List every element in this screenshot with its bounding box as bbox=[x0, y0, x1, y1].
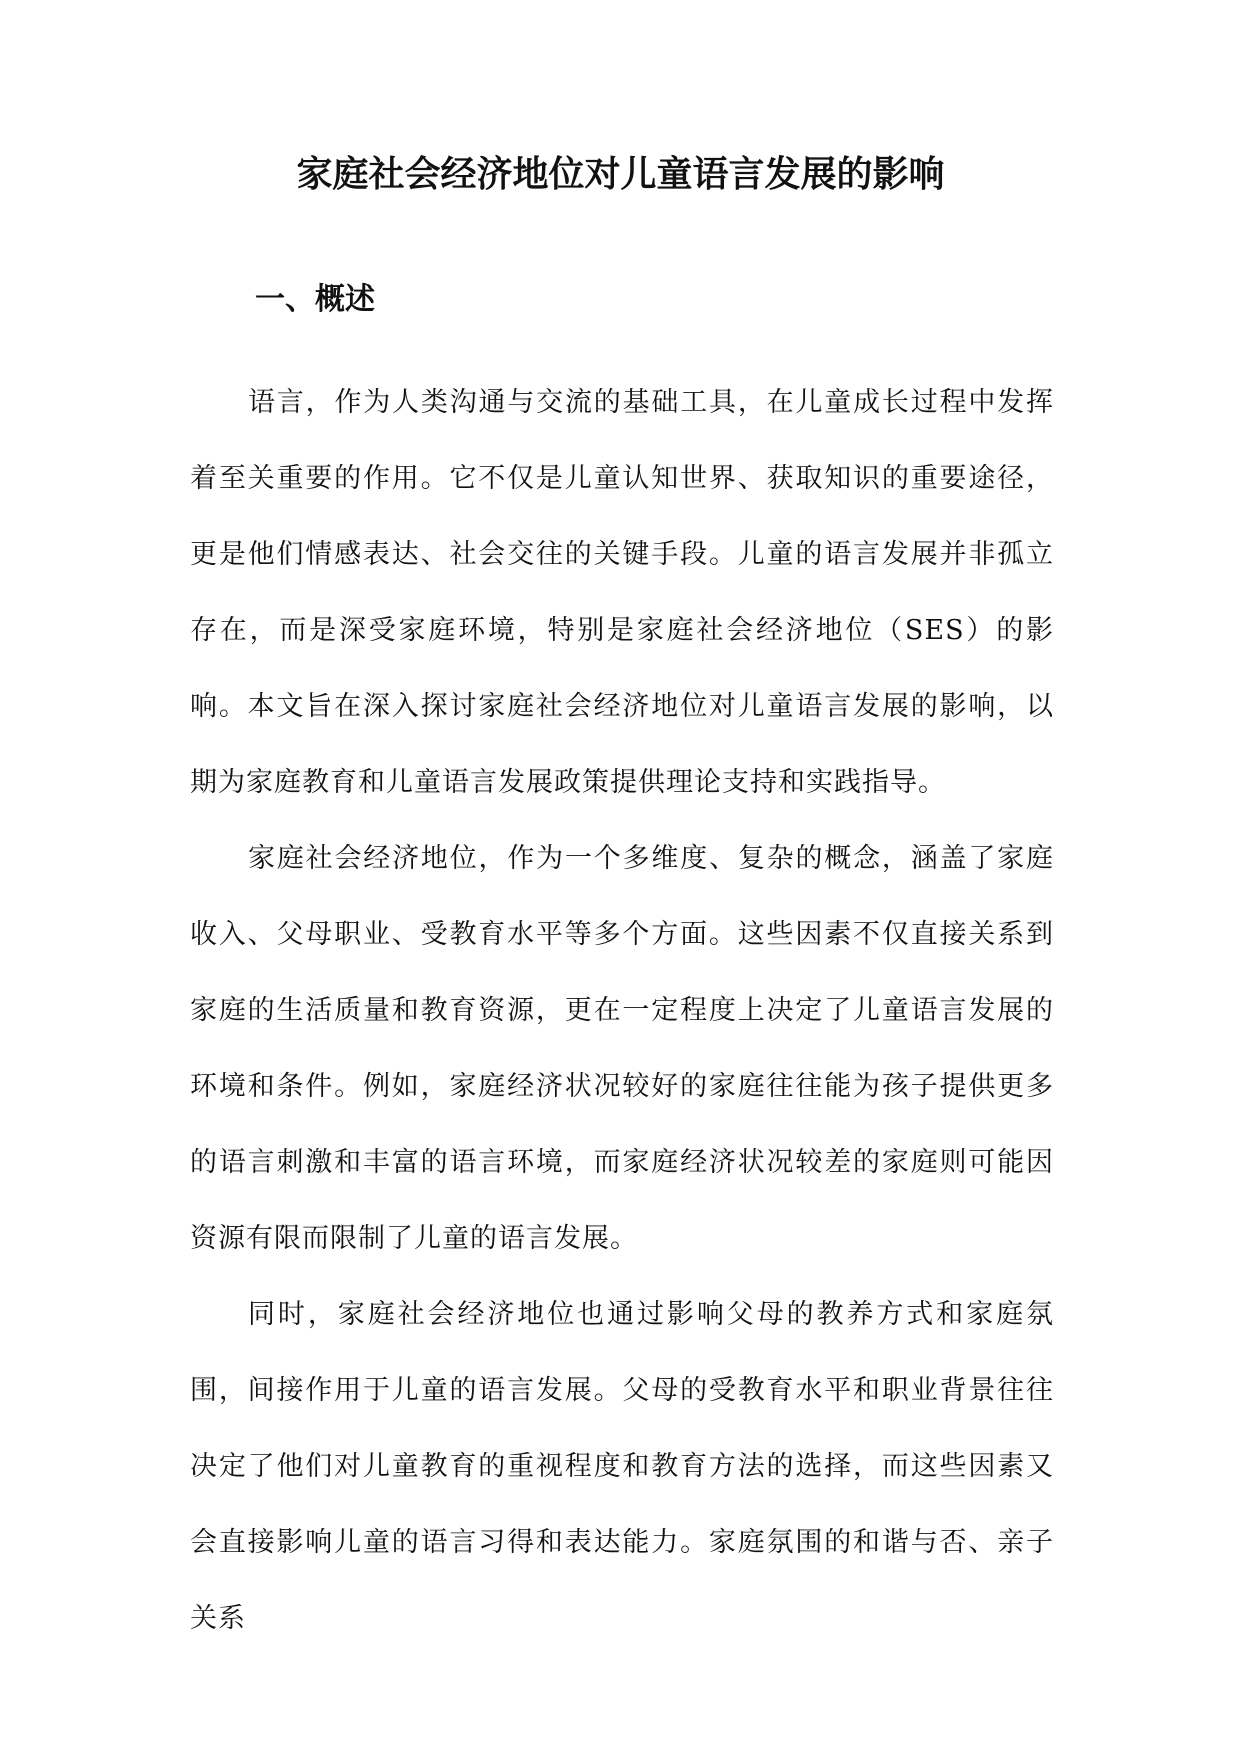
body-text bbox=[190, 365, 1054, 1657]
paragraph-3: 同时，家庭社会经济地位也通过影响父母的教养方式和家庭氛围，间接作用于儿童的语言发展。父母的受教育水平和职业背景往往决定了他们对儿童教育的重视程度和教育方法的选择，而这些因素又会直接影响儿童的语言习得和表达能力。家庭氛围的和谐与否、亲子关系 bbox=[190, 1299, 1054, 1634]
document-title: 家庭社会经济地位对儿童语言发展的影响 bbox=[296, 154, 945, 195]
section-heading: 一、概述 bbox=[255, 282, 375, 317]
paragraph-1: 语言，作为人类沟通与交流的基础工具，在儿童成长过程中发挥着至关重要的作用。它不仅是儿童认知世界、获取知识的重要途径，更是他们情感表达、社会交往的关键手段。儿童的语言发展并非孤立存在，而是深受家庭环境，特别是家庭社会经济地位（SES）的影响。本文旨在深入探讨家庭社会经济地位对儿童语言发展的影响，以期为家庭教育和儿童语言发展政策提供理论支持和实践指导。 bbox=[190, 387, 1054, 798]
paragraph-2: 家庭社会经济地位，作为一个多维度、复杂的概念，涵盖了家庭收入、父母职业、受教育水平等多个方面。这些因素不仅直接关系到家庭的生活质量和教育资源，更在一定程度上决定了儿童语言发展的环境和条件。例如，家庭经济状况较好的家庭往往能为孩子提供更多的语言刺激和丰富的语言环境，而家庭经济状况较差的家庭则可能因资源有限而限制了儿童的语言发展。 bbox=[190, 843, 1054, 1254]
